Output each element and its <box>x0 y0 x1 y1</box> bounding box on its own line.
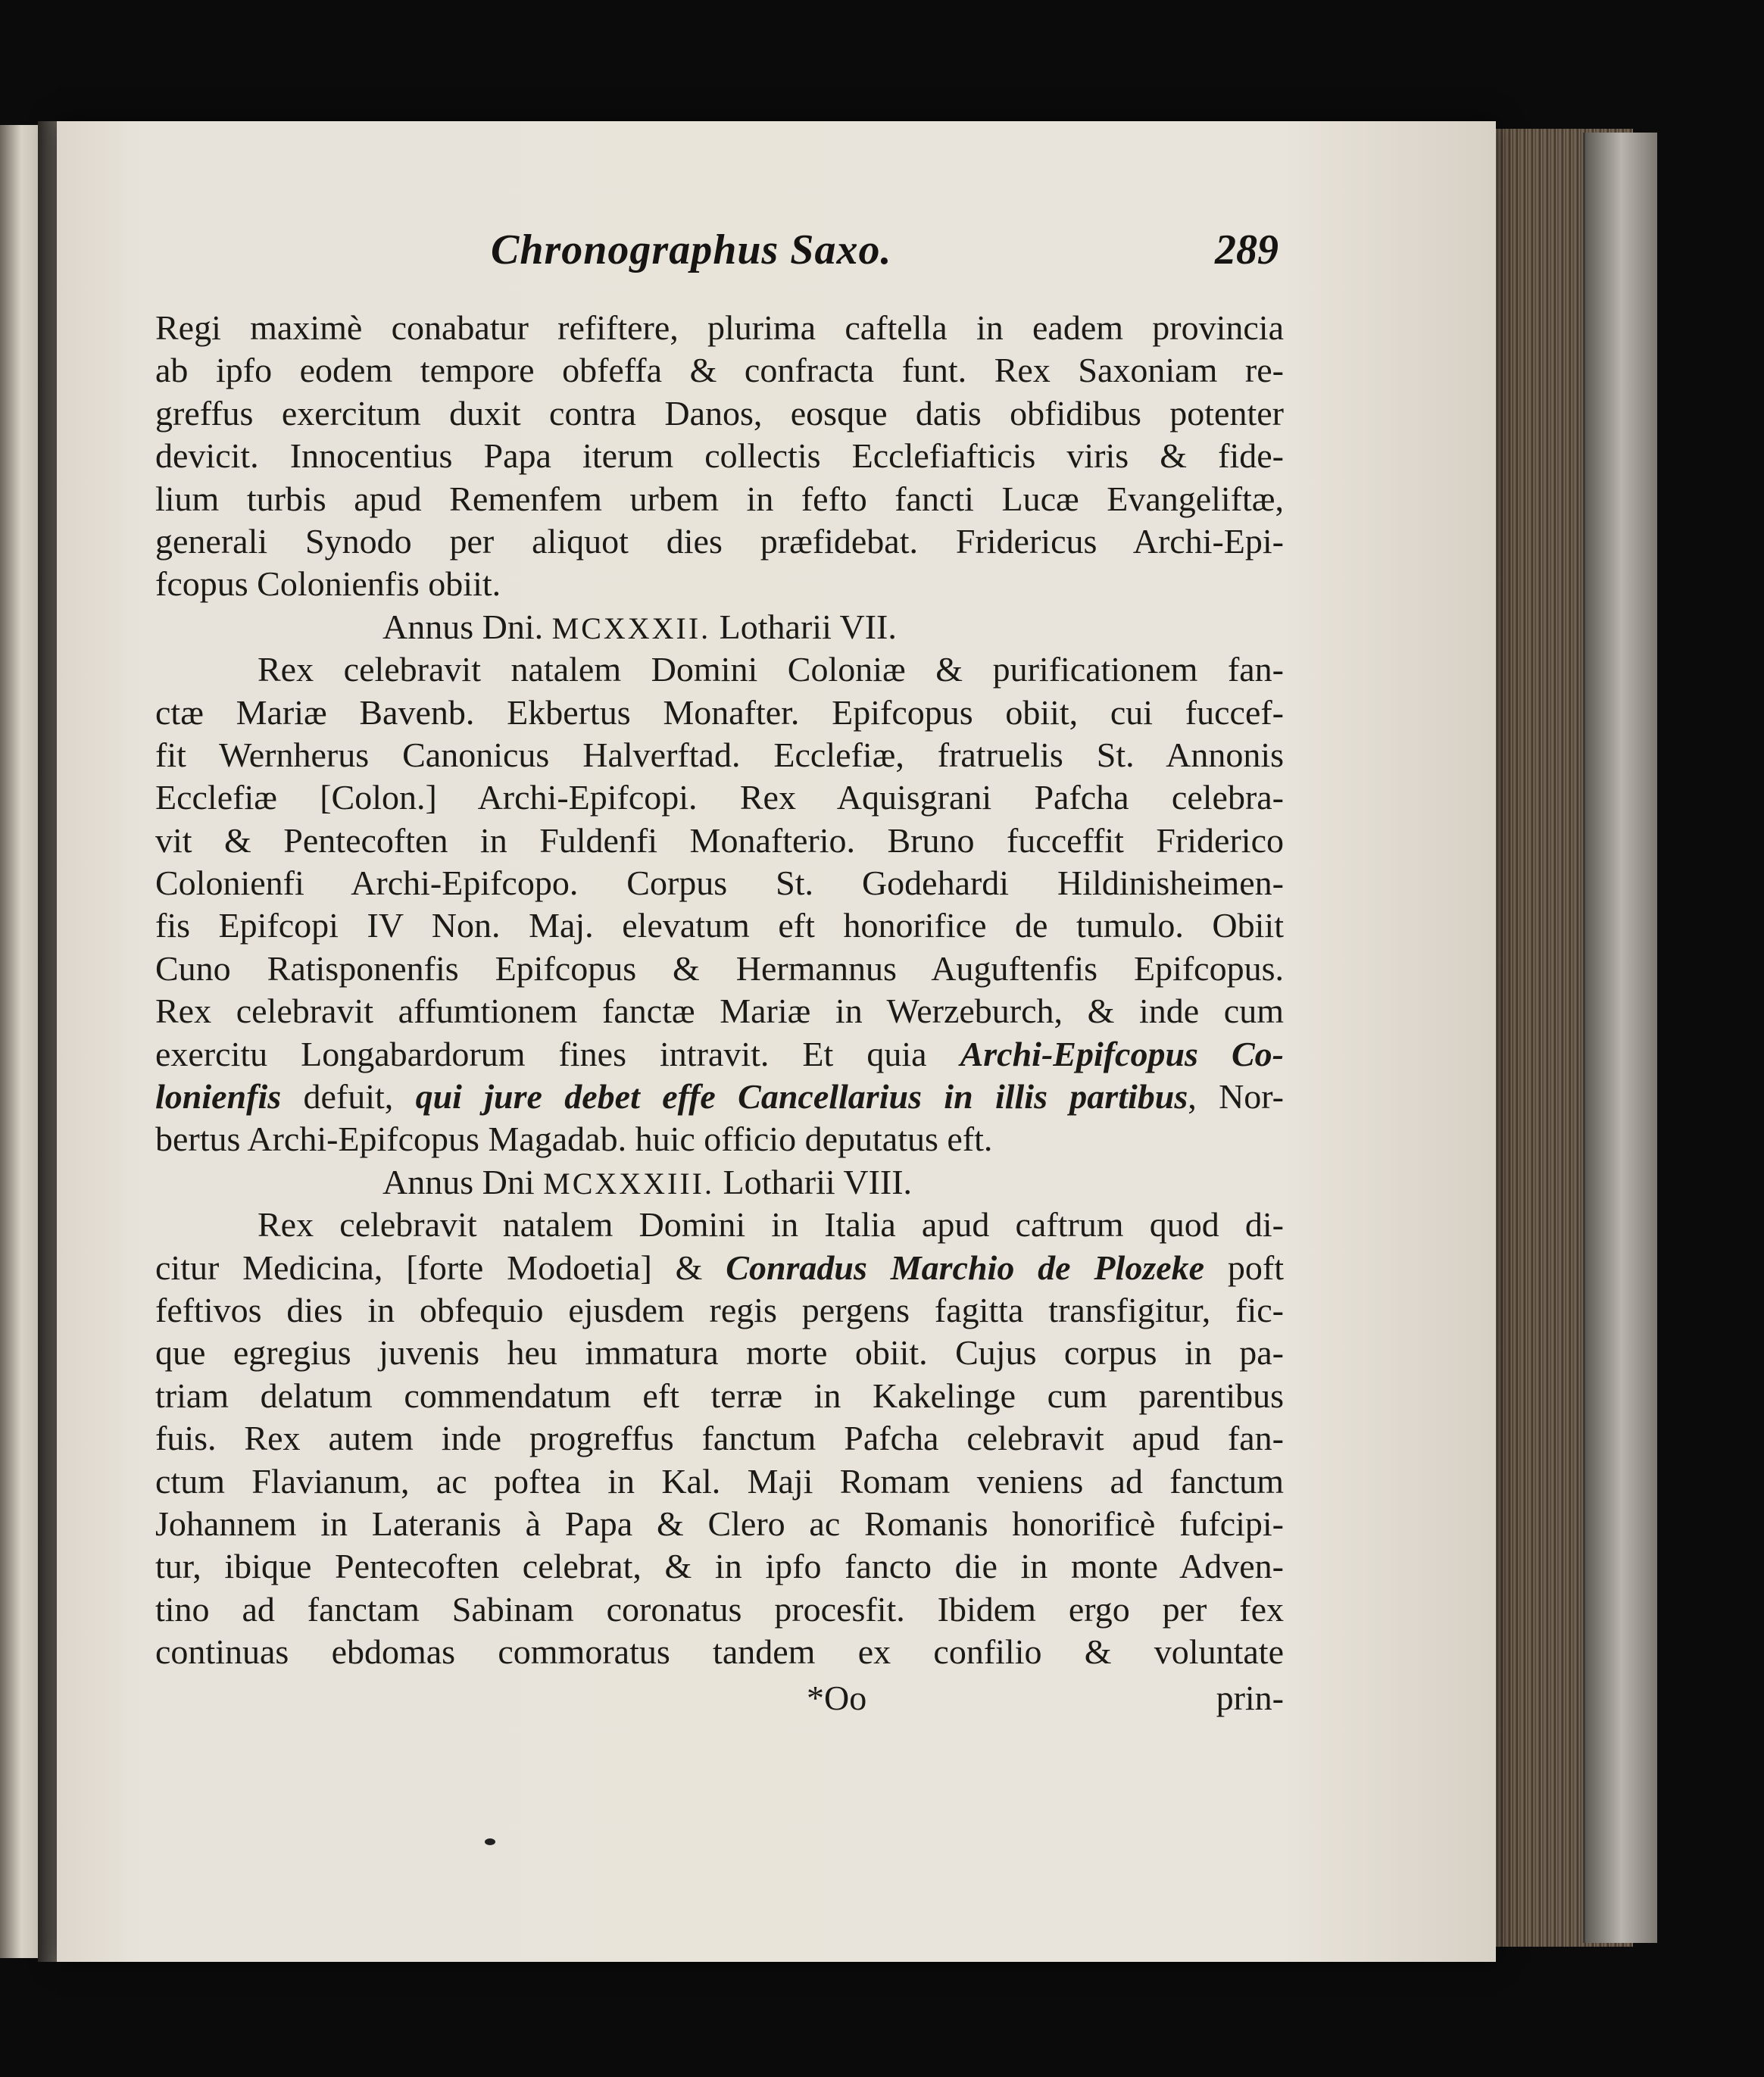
text-line <box>155 1076 1284 1118</box>
text-line: que egregius juvenis heu immatura morte obiit. Cujus corpus in pa- <box>155 1333 1284 1373</box>
text-run: exercitu Longabardorum fines intravit. Et quia <box>155 1034 960 1073</box>
text-line: tino ad fanctam Sabinam coronatus procesfit. Ibidem ergo per fex <box>155 1589 1284 1629</box>
text-line: triam delatum commendatum eft terræ in Kakelinge cum parentibus <box>155 1376 1284 1415</box>
text-line: devicit. Innocentius Papa iterum collectis Ecclefiafticis viris & fide- <box>155 436 1284 476</box>
reign-year: Lotharii VIII. <box>723 1162 913 1201</box>
year-numeral: MCXXXII. <box>551 611 711 645</box>
text-line: generali Synodo per aliquot dies præfidebat. Fridericus Archi-Epi- <box>155 521 1284 561</box>
page-number: 289 <box>1215 226 1279 273</box>
text-line: lium turbis apud Remenfem urbem in fefto fancti Lucæ Evangeliftæ, <box>155 479 1284 518</box>
text-line: Rex celebravit affumtionem fanctæ Mariæ in Werzeburch, & inde cum <box>155 992 1284 1031</box>
text-line: fuis. Rex autem inde progreffus fanctum Pafcha celebravit apud fan- <box>155 1419 1284 1458</box>
text-line: ctum Flavianum, ac poftea in Kal. Maji Romam veniens ad fanctum <box>155 1461 1284 1501</box>
text-line: ab ipfo eodem tempore obfeffa & confracta funt. Rex Saxoniam re- <box>155 351 1284 390</box>
text-line: Johannem in Lateranis à Papa & Clero ac Romanis honorificè fufcipi- <box>155 1504 1284 1543</box>
signature-mark: *Oo <box>807 1678 867 1717</box>
italic-run: Conradus Marchio de Plozeke <box>726 1248 1205 1287</box>
text-line: tur, ibique Pentecoften celebrat, & in ipfo fancto die in monte Adven- <box>155 1547 1284 1586</box>
year-prefix: Annus Dni <box>382 1162 535 1201</box>
text-line: Ecclefiæ [Colon.] Archi-Epifcopi. Rex Aquisgrani Pafcha celebra- <box>155 778 1284 817</box>
text-line: Colonienfi Archi-Epifcopo. Corpus St. Godehardi Hildinisheimen- <box>155 864 1284 903</box>
italic-run: Archi-Epifcopus Co- <box>960 1034 1284 1073</box>
italic-run: qui jure debet effe Cancellarius in illis partibus <box>415 1077 1188 1117</box>
ink-speck <box>485 1838 495 1845</box>
text-line <box>155 1247 1284 1289</box>
page-header <box>491 226 1279 279</box>
year-heading <box>155 606 1284 648</box>
book-cover-board <box>1583 133 1657 1943</box>
text-run: poft <box>1204 1248 1285 1287</box>
italic-run: lonienfis <box>155 1077 282 1117</box>
text-line: Rex celebravit natalem Domini in Italia apud caftrum quod di- <box>258 1205 1284 1245</box>
page-footer <box>155 1677 1284 1719</box>
text-line: continuas ebdomas commoratus tandem ex confilio & voluntate <box>155 1632 1284 1672</box>
text-line: fis Epifcopi IV Non. Maj. elevatum eft honorifice de tumulo. Obiit <box>155 906 1284 945</box>
catchword: prin- <box>1216 1678 1284 1717</box>
body-text <box>155 307 1284 1719</box>
running-title: Chronographus Saxo. <box>491 226 892 273</box>
text-line: ctæ Mariæ Bavenb. Ekbertus Monafter. Epifcopus obiit, cui fuccef- <box>155 692 1284 732</box>
text-line: fcopus Colonienfis obiit. <box>155 564 501 604</box>
text-run: , Nor- <box>1188 1077 1284 1117</box>
year-heading <box>155 1161 1284 1204</box>
text-line: Cuno Ratisponenfis Epifcopus & Hermannus Auguftenfis Epifcopus. <box>155 948 1284 988</box>
reign-year: Lotharii VII. <box>719 607 897 646</box>
text-line: vit & Pentecoften in Fuldenfi Monafterio. Bruno fucceffit Friderico <box>155 820 1284 860</box>
text-run: defuit, <box>281 1077 416 1117</box>
text-line: greffus exercitum duxit contra Danos, eosque datis obfidibus potenter <box>155 393 1284 433</box>
year-prefix: Annus Dni. <box>382 607 544 646</box>
text-line: feftivos dies in obfequio ejusdem regis pergens fagitta transfigitur, fic- <box>155 1290 1284 1329</box>
year-numeral: MCXXXIII. <box>543 1166 714 1201</box>
text-line: fit Wernherus Canonicus Halverftad. Ecclefiæ, fratruelis St. Annonis <box>155 735 1284 774</box>
text-line: Rex celebravit natalem Domini Coloniæ & purificationem fan- <box>258 650 1284 689</box>
text-line <box>155 1033 1284 1076</box>
text-line: bertus Archi-Epifcopus Magadab. huic officio deputatus eft. <box>155 1120 993 1159</box>
text-run: citur Medicina, [forte Modoetia] & <box>155 1248 726 1287</box>
text-line: Regi maximè conabatur refiftere, plurima caftella in eadem provincia <box>155 308 1284 347</box>
